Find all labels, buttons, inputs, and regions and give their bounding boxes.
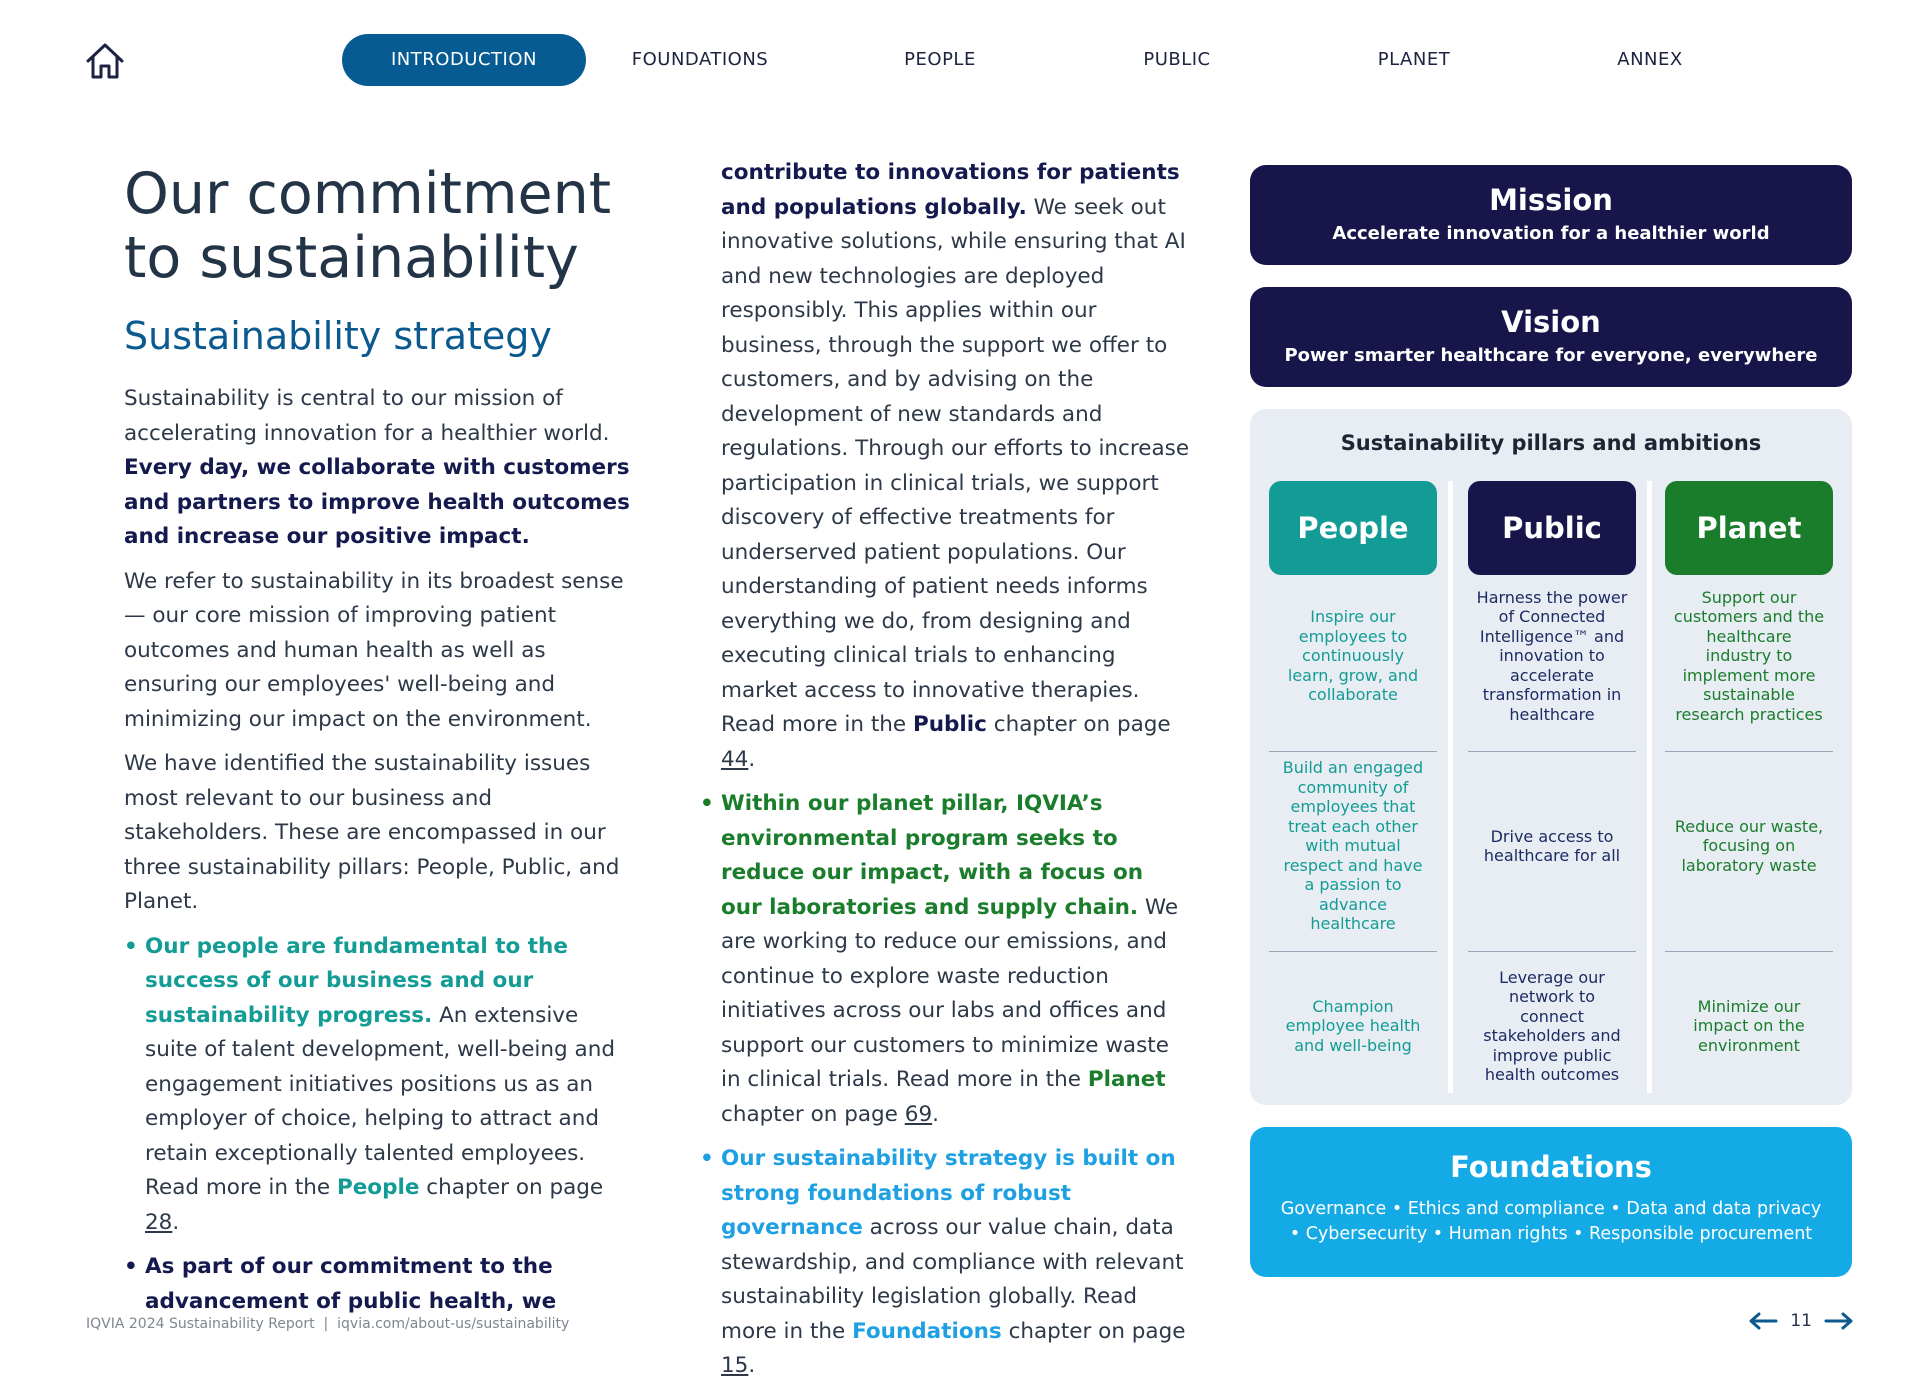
public-bold-text: As part of our commitment to the advancement of public health, we [145, 1254, 557, 1314]
period: . [932, 1101, 939, 1127]
pillar-planet-header: Planet [1665, 481, 1833, 575]
footer-source: IQVIA 2024 Sustainability Report | iqvia.com/about-us/sustainability [86, 1316, 570, 1332]
pillars-panel [1250, 409, 1852, 1105]
period: . [748, 746, 756, 772]
divider [1665, 751, 1833, 752]
intro-text: Sustainability is central to our mission of accelerating innovation for a healthier world. [124, 386, 610, 446]
people-bold-text: Our people are fundamental to the success of our business and our sustainability progress. [145, 933, 568, 1028]
ambition-text: Build an engaged community of employees that treat each other with mutual respect and have a passion to advance healthcare [1282, 758, 1424, 934]
planet-chapter-link[interactable]: Planet [1087, 1067, 1166, 1092]
ambition-text: Champion employee health and well-being [1285, 996, 1421, 1055]
vision-text: Power smarter healthcare for everyone, everywhere [1284, 345, 1818, 366]
foundations-chapter-link[interactable]: Foundations [852, 1318, 1002, 1344]
public-ambition-2 [1468, 766, 1636, 926]
foundations-title: Foundations [1450, 1150, 1652, 1184]
bullet-public-start [124, 1250, 634, 1319]
bullet-marker: • [124, 1254, 138, 1279]
planet-ambition-1 [1665, 581, 1833, 731]
public-chapter-text: chapter on page [993, 712, 1171, 737]
pillar-divider [1647, 481, 1652, 1093]
mission-box [1250, 165, 1852, 265]
planet-bold-text: Within our planet pillar, IQVIA’s environmental program seeks to reduce our impact, with a focus on our laboratories and supply chain. [721, 791, 1144, 920]
page-number: 11 [1790, 1311, 1812, 1331]
page-navigation [1748, 1306, 1854, 1336]
foundations-line-2: • Cybersecurity • Human rights • Responsible procurement [1289, 1224, 1813, 1244]
ambition-text: Support our customers and the healthcare industry to implement more sustainable research practices [1673, 587, 1825, 724]
pillar-public-header: Public [1468, 481, 1636, 575]
tab-annex[interactable]: ANNEX [1617, 49, 1683, 70]
divider [1665, 951, 1833, 952]
public-page-link[interactable]: 44 [721, 746, 749, 772]
tab-planet[interactable]: PLANET [1377, 49, 1451, 70]
arrow-left-icon[interactable] [1748, 1312, 1778, 1330]
planet-ambition-2 [1665, 766, 1833, 926]
people-ambition-3 [1269, 961, 1437, 1091]
divider [1468, 951, 1636, 952]
tab-public[interactable]: PUBLIC [1143, 49, 1211, 70]
intro-bold-text: Every day, we collaborate with customers and partners to improve health outcomes and increase our positive impact. [124, 455, 630, 549]
paragraph-broad-sense: We refer to sustainability in its broadest sense — our core mission of improving patient outcomes and human health as well as ensuring our employees' well-being and minimizing our impact on the environment. [124, 568, 624, 732]
foundations-bold-text: Our sustainability strategy is built on strong foundations of robust governance [721, 1146, 1176, 1240]
bullet-public-cont [700, 156, 1190, 777]
foundations-page-link[interactable]: 15 [721, 1353, 749, 1378]
pillar-planet [1665, 481, 1833, 1093]
pillars-heading: Sustainability pillars and ambitions [1340, 431, 1762, 455]
bullet-people [124, 930, 634, 1241]
ambition-text: Inspire our employees to continuously learn, grow, and collaborate [1287, 607, 1419, 705]
planet-chapter-text: chapter on page [721, 1101, 898, 1127]
period: . [748, 1353, 756, 1378]
planet-page-link[interactable]: 69 [904, 1101, 933, 1127]
ambition-text: Harness the power of Connected Intelligence™ and innovation to accelerate transformation in healthcare [1476, 587, 1628, 724]
public-chapter-link[interactable]: Public [912, 712, 987, 737]
foundations-box [1250, 1127, 1852, 1277]
tab-people[interactable]: PEOPLE [904, 49, 976, 70]
bullet-marker: • [700, 791, 714, 816]
ambition-text: Minimize our impact on the environment [1693, 996, 1805, 1055]
people-page-link[interactable]: 28 [145, 1209, 173, 1235]
body-column-2 [700, 156, 1190, 1394]
pillar-people [1269, 481, 1437, 1093]
people-ambition-1 [1269, 581, 1437, 731]
body-column-1 [124, 382, 634, 1329]
period: . [172, 1209, 180, 1235]
public-text: We seek out innovative solutions, while ensuring that AI and new technologies are deployed responsibly. This applies within our business, through the support we offer to customers, and by advising on the development of new standards and regulations. Through our efforts to increase participation in clinical trials, we support discovery of effective treatments for underserved patient populations. Our understanding of patient needs informs everything we do, from designing and executing clinical trials to enhancing market access to innovative therapies. Read more in the [721, 194, 1190, 737]
planet-text: We are working to reduce our emissions, and continue to explore waste reduction initiatives across our labs and offices and support our customers to minimize waste in clinical trials. Read more in the [721, 894, 1179, 1092]
ambition-text: Leverage our network to connect stakeholders and improve public health outcomes [1483, 967, 1621, 1084]
section-subtitle: Sustainability strategy [124, 314, 552, 358]
people-text: An extensive suite of talent development, well-being and engagement initiatives positions us as an employer of choice, helping to attract and retain exceptionally talented employees. Read more in the [145, 1002, 615, 1200]
paragraph-intro [124, 382, 634, 555]
divider [1269, 751, 1437, 752]
foundations-text: across our value chain, data stewardship, and compliance with relevant sustainability legislation globally. Read more in the [721, 1215, 1184, 1344]
arrow-right-icon[interactable] [1824, 1312, 1854, 1330]
mission-text: Accelerate innovation for a healthier world [1332, 223, 1770, 244]
planet-ambition-3 [1665, 961, 1833, 1091]
foundations-line-1: Governance • Ethics and compliance • Data and data privacy [1280, 1199, 1822, 1219]
vision-box [1250, 287, 1852, 387]
divider [1269, 951, 1437, 952]
tab-introduction[interactable]: INTRODUCTION [342, 34, 586, 86]
vision-title: Vision [1501, 305, 1601, 339]
home-icon[interactable] [84, 40, 126, 82]
people-chapter-link[interactable]: People [336, 1175, 420, 1200]
foundations-chapter-text: chapter on page [1008, 1318, 1186, 1344]
tab-foundations[interactable]: FOUNDATIONS [631, 49, 769, 70]
public-bold-cont: contribute to innovations for patients and populations globally. [721, 160, 1180, 220]
divider [1468, 751, 1636, 752]
bullet-marker: • [124, 933, 138, 959]
ambition-text: Reduce our waste, focusing on laboratory waste [1674, 816, 1824, 875]
bullet-planet [700, 787, 1190, 1132]
pillar-divider [1448, 481, 1453, 1093]
bullet-foundations [700, 1142, 1190, 1384]
pillar-public [1468, 481, 1636, 1093]
pillar-people-header: People [1269, 481, 1437, 575]
people-ambition-2 [1269, 758, 1437, 934]
bullet-marker: • [700, 1146, 714, 1171]
page-title: Our commitment to sustainability [124, 161, 612, 291]
public-ambition-3 [1468, 961, 1636, 1091]
people-chapter-text: chapter on page [426, 1175, 604, 1200]
public-ambition-1 [1468, 581, 1636, 731]
ambition-text: Drive access to healthcare for all [1483, 826, 1621, 865]
paragraph-issues: We have identified the sustainability issues most relevant to our business and stakeholders. These are encompassed in our three sustainability pillars: People, Public, and Planet. [124, 751, 620, 914]
mission-title: Mission [1489, 183, 1613, 217]
